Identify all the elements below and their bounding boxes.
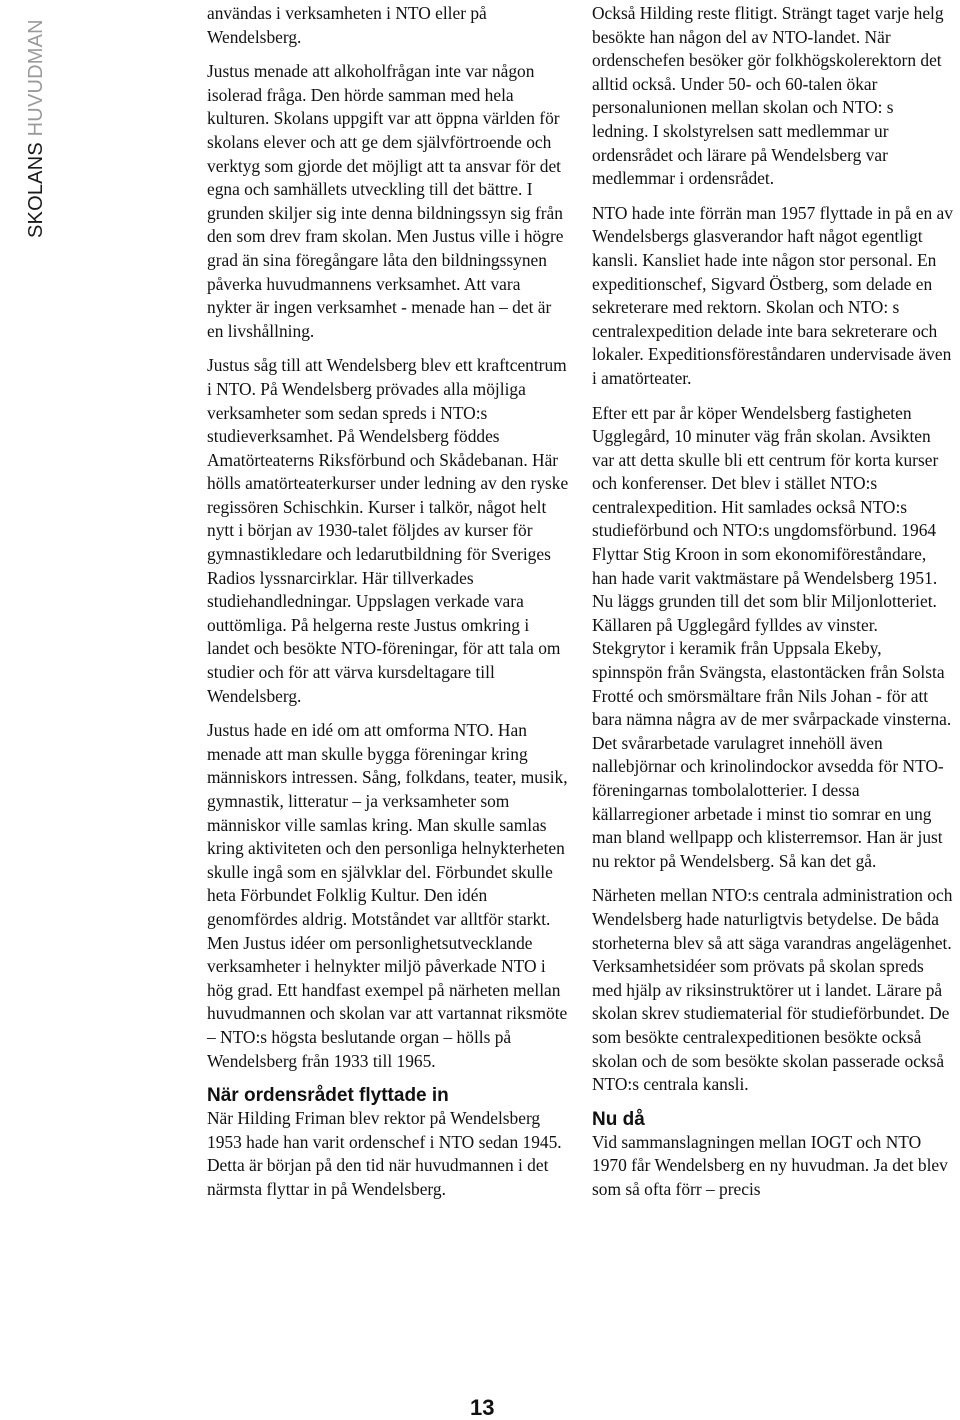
section-heading: När ordensrådet flyttade in — [207, 1085, 449, 1107]
paragraph: Justus hade en idé om att omforma NTO. Han menade att man skulle bygga föreningar kring människors intressen. Sång, folkdans, teater, musik, gymnastik, litteratur – ja verksamheter som människor ville samlas kring. Man skulle samlas kring aktiviteten och den personliga helnykterheten skulle ingå som en självklar del. Förbundet skulle heta Förbundet Folklig Kultur. Den idén genomfördes aldrig. Motståndet var alltför starkt. Men Justus idéer om personlighetsutvecklande verksamheter i helnykter miljö påverkade NTO i hög grad. Ett handfast exempel på närheten mellan huvudmannen och skolan var att vartannat riksmöte – NTO:s högsta beslutande organ – hölls på Wendelsberg från 1933 till 1965. — [207, 720, 568, 1071]
paragraph: Vid sammanslagningen mellan IOGT och NTO 1970 får Wendelsberg en ny huvudman. Ja det blev som så ofta förr – precis — [592, 1131, 948, 1199]
left-column — [207, 2, 569, 1213]
right-column — [592, 2, 954, 1213]
paragraph: Justus såg till att Wendelsberg blev ett kraftcentrum i NTO. På Wendelsberg prövades alla möjliga verksamheter som sedan spreds i NTO:s studieverksamhet. På Wendelsberg föddes Amatörteaterns Riksförbund och Skådebanan. Här hölls amatörteaterkurser under ledning av den ryske regissören Schischkin. Kurser i talkör, något helt nytt i början av 1930-talet följdes av kurser för gymnastikledare och ledarutbildning för Sveriges Radios lyssnarcirklar. Här tillverkades studiehandledningar. Uppslagen verkade vara outtömliga. På helgerna reste Justus omkring i landet och besökte NTO-föreningar, för att tala om studier och för att värva kursdeltagare till Wendelsberg. — [207, 355, 569, 706]
paragraph: Efter ett par år köper Wendelsberg fastigheten Ugglegård, 10 minuter väg från skolan. Avsikten var att detta skulle bli ett centrum för korta kurser och konferenser. Det blev i stället NTO:s centralexpedition. Hit samlades också NTO:s studieförbund och NTO:s ungdomsförbund. 1964 Flyttar Stig Kroon in som ekonomiföreståndare, han hade varit vaktmästare på Wendelsberg 1951. Nu läggs grunden till det som blir Miljonlotteriet. Källaren på Ugglegård fylldes av vinster. Stekgrytor i keramik från Uppsala Ekeby, spinnspön från Svängsta, elastontäcken från Solsta Frotté och smörsmältare från Nils Johan - för att bara nämna några av de mer svårpackade vinsterna. Det svårarbetade varulagret innehöll även nallebjörnar och krinolindockor avsedda för NTO-föreningarnas tombolalotterier. I dessa källarregioner arbetade i minst tio somrar en ung man bland wellpapp och klisterremsor. Han är just nu rektor på Wendelsberg. Så kan det gå. — [592, 402, 952, 871]
paragraph: NTO hade inte förrän man 1957 flyttade in på en av Wendelsbergs glasverandor haft något egentligt kansli. Kansliet hade inte någon stor personal. En expeditionschef, Sigvard Östberg, som delade en sekreterare med rektorn. Skolan och NTO: s centralexpedition delade inte bara sekreterare och lokaler. Expeditionsföreståndaren undervisade även i amatörteater. — [592, 202, 953, 388]
paragraph: Justus menade att alkoholfrågan inte var någon isolerad fråga. Den hörde samman med hela kulturen. Skolans uppgift var att öppna världen för skolans elever och att ge dem självförtroende och verktyg som gjorde det möjligt att ta ansvar för det egna och samhällets utveckling till det bättre. I grunden skiljer sig inte denna bildningssyn sig från den som drev fram skolan. Men Justus ville i högre grad än sina föregångare låta den bildningssynen påverka huvudmannens verksamhet. Att vara nykter är ingen verksamhet - menade han – det är en livshållning. — [207, 61, 564, 341]
paragraph: Närheten mellan NTO:s centrala administration och Wendelsberg hade naturligtvis betydelse. De båda storheterna blev så att säga varandras angelägenhet. Verksamhetsidéer som prövats på skolan spreds med hjälp av riksinstruktörer ut i landet. Lärare på skolan skrev studiematerial för studieförbundet. De som besökte centralexpeditionen besökte också skolan och de som besökte skolan passerade också NTO:s centrala kansli. — [592, 885, 953, 1095]
paragraph: Också Hilding reste flitigt. Strängt taget varje helg besökte han någon del av NTO-landet. När ordenschefen besöker gör folkhögskolerektorn det alltid också. Under 50- och 60-talen ökar personalunionen mellan skolan och NTO: s ledning. I skolstyrelsen satt medlemmar ur ordensrådet och lärare på Wendelsberg var medlemmar i ordensrådet. — [592, 3, 944, 189]
section-title-strong: SKOLANS — [25, 142, 47, 238]
section-title-text — [24, 19, 48, 238]
paragraph: användas i verksamheten i NTO eller på Wendelsberg. — [207, 3, 487, 47]
section-title-vertical — [0, 0, 47, 240]
section-title-light: HUVUDMAN — [25, 19, 47, 137]
section-heading: Nu då — [592, 1108, 645, 1130]
page-number: 13 — [470, 1395, 495, 1420]
paragraph: När Hilding Friman blev rektor på Wendelsberg 1953 hade han varit ordenschef i NTO sedan 1945. Detta är början på den tid när huvudmannen i det närmsta flyttar in på Wendelsberg. — [207, 1108, 562, 1199]
